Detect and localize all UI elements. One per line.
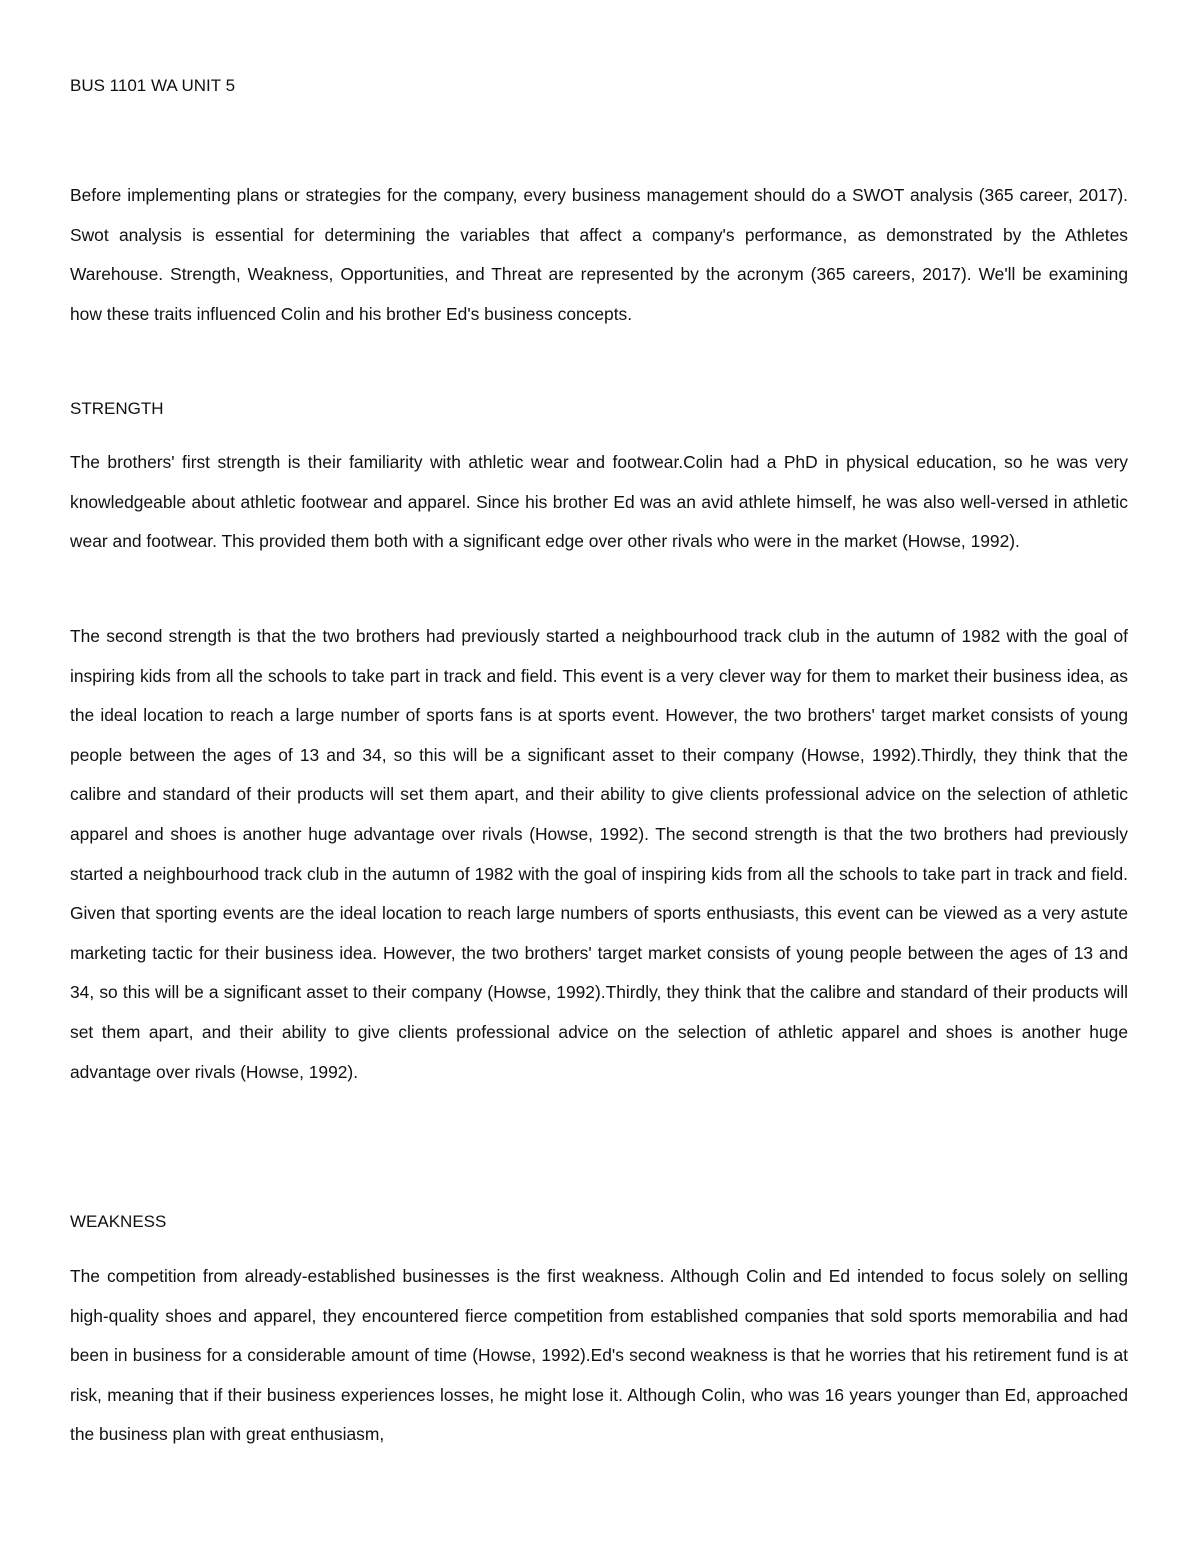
- intro-paragraph: Before implementing plans or strategies for the company, every business management should do a SWOT analysis (365 career, 2017). Swot analysis is essential for determining the variables that affect a company's performance, as demonstrated by the Athletes Warehouse. Strength, Weakness, Opportunities, and Threat are represented by the acronym (365 careers, 2017). We'll be examining how these traits influenced Colin and his brother Ed's business concepts.: [70, 185, 1128, 324]
- weakness-paragraph-1: The competition from already-established businesses is the first weakness. Although Colin and Ed intended to focus solely on selling high-quality shoes and apparel, they encountered fierce competition from established companies that sold sports memorabilia and had been in business for a considerable amount of time (Howse, 1992).Ed's second weakness is that he worries that his retirement fund is at risk, meaning that if their business experiences losses, he might lose it. Although Colin, who was 16 years younger than Ed, approached the business plan with great enthusiasm,: [70, 1266, 1128, 1445]
- strength-heading: STRENGTH: [70, 399, 164, 418]
- weakness-heading: WEAKNESS: [70, 1212, 167, 1231]
- document-title: BUS 1101 WA UNIT 5: [70, 76, 236, 95]
- strength-paragraph-2: The second strength is that the two brothers had previously started a neighbourhood track club in the autumn of 1982 with the goal of inspiring kids from all the schools to take part in track and field. This event is a very clever way for them to market their business idea, as the ideal location to reach a large number of sports fans is at sports event. However, the two brothers' target market consists of young people between the ages of 13 and 34, so this will be a significant asset to their company (Howse, 1992).Thirdly, they think that the calibre and standard of their products will set them apart, and their ability to give clients professional advice on the selection of athletic apparel and shoes is another huge advantage over rivals (Howse, 1992). The second strength is that the two brothers had previously started a neighbourhood track club in the autumn of 1982 with the goal of inspiring kids from all the schools to take part in track and field. Given that sporting events are the ideal location to reach large numbers of sports enthusiasts, this event can be viewed as a very astute marketing tactic for their business idea. However, the two brothers' target market consists of young people between the ages of 13 and 34, so this will be a significant asset to their company (Howse, 1992).Thirdly, they think that the calibre and standard of their products will set them apart, and their ability to give clients professional advice on the selection of athletic apparel and shoes is another huge advantage over rivals (Howse, 1992).: [70, 626, 1128, 1082]
- strength-paragraph-1: The brothers' first strength is their familiarity with athletic wear and footwear.Colin had a PhD in physical education, so he was very knowledgeable about athletic footwear and apparel. Since his brother Ed was an avid athlete himself, he was also well-versed in athletic wear and footwear. This provided them both with a significant edge over other rivals who were in the market (Howse, 1992).: [70, 452, 1128, 552]
